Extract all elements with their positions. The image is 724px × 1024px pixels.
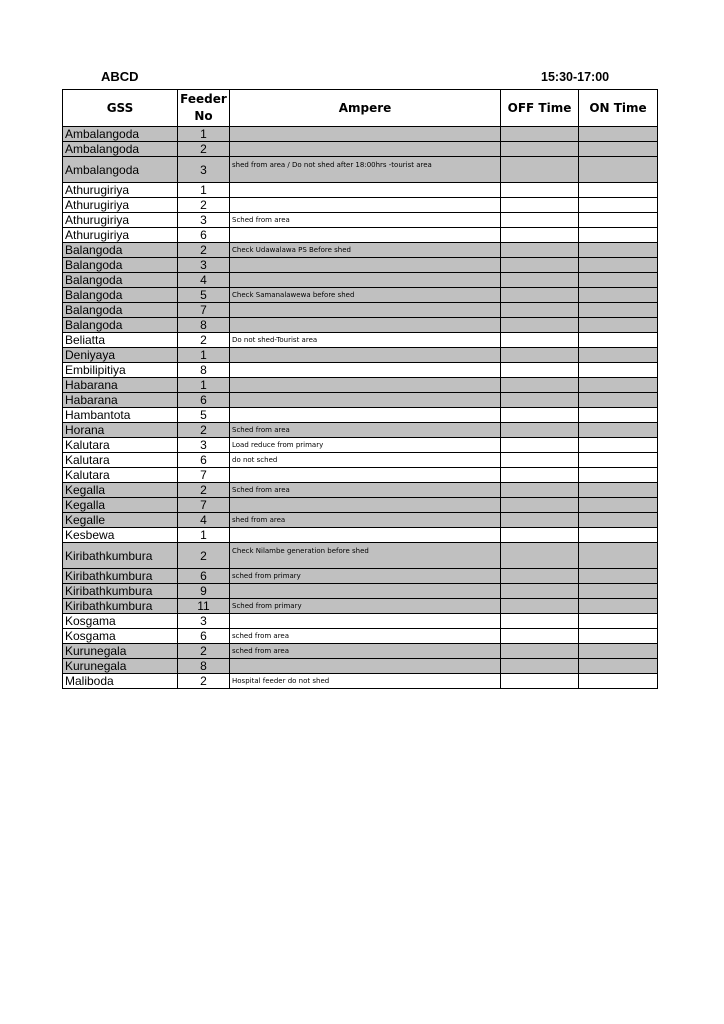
off-time-cell[interactable] — [501, 569, 579, 584]
ampere-cell[interactable]: Sched from primary — [230, 599, 501, 614]
col-gss: GSS — [63, 90, 178, 127]
table-row — [63, 543, 658, 569]
gss-cell: Maliboda — [63, 674, 178, 689]
table-row — [63, 213, 658, 228]
on-time-cell[interactable] — [579, 659, 658, 674]
table-row — [63, 498, 658, 513]
table-row — [63, 569, 658, 584]
gss-cell: Athurugiriya — [63, 183, 178, 198]
ampere-cell[interactable]: Check Nilambe generation before shed — [230, 543, 501, 569]
feeder-cell: 3 — [178, 213, 230, 228]
table-row — [63, 333, 658, 348]
feeder-cell: 2 — [178, 423, 230, 438]
table-row — [63, 142, 658, 157]
feeder-cell: 2 — [178, 644, 230, 659]
gss-cell: Kiribathkumbura — [63, 599, 178, 614]
table-row — [63, 318, 658, 333]
ampere-cell[interactable]: Check Udawalawa PS Before shed — [230, 243, 501, 258]
feeder-cell: 4 — [178, 513, 230, 528]
col-off-time: OFF Time — [501, 90, 579, 127]
off-time-cell[interactable] — [501, 228, 579, 243]
on-time-cell[interactable] — [579, 408, 658, 423]
feeder-cell: 1 — [178, 127, 230, 142]
gss-cell: Kosgama — [63, 614, 178, 629]
ampere-cell[interactable] — [230, 498, 501, 513]
table-row — [63, 273, 658, 288]
feeder-cell: 6 — [178, 393, 230, 408]
on-time-cell[interactable] — [579, 348, 658, 363]
feeder-cell: 8 — [178, 363, 230, 378]
on-time-cell[interactable] — [579, 318, 658, 333]
off-time-cell[interactable] — [501, 333, 579, 348]
feeder-cell: 2 — [178, 142, 230, 157]
table-row — [63, 423, 658, 438]
feeder-cell: 1 — [178, 378, 230, 393]
gss-cell: Kurunegala — [63, 644, 178, 659]
feeder-cell: 3 — [178, 157, 230, 183]
gss-cell: Embilipitiya — [63, 363, 178, 378]
on-time-cell[interactable] — [579, 157, 658, 183]
off-time-cell[interactable] — [501, 243, 579, 258]
table-row — [63, 183, 658, 198]
off-time-cell[interactable] — [501, 363, 579, 378]
col-on-time: ON Time — [579, 90, 658, 127]
feeder-cell: 7 — [178, 468, 230, 483]
table-row — [63, 408, 658, 423]
off-time-cell[interactable] — [501, 513, 579, 528]
feeder-cell: 9 — [178, 584, 230, 599]
feeder-cell: 1 — [178, 183, 230, 198]
gss-cell: Deniyaya — [63, 348, 178, 363]
ampere-cell[interactable] — [230, 378, 501, 393]
ampere-cell[interactable] — [230, 659, 501, 674]
feeder-cell: 8 — [178, 659, 230, 674]
off-time-cell[interactable] — [501, 127, 579, 142]
table-row — [63, 228, 658, 243]
feeder-cell: 11 — [178, 599, 230, 614]
on-time-cell[interactable] — [579, 453, 658, 468]
on-time-cell[interactable] — [579, 423, 658, 438]
off-time-cell[interactable] — [501, 303, 579, 318]
feeder-cell: 2 — [178, 198, 230, 213]
ampere-cell[interactable] — [230, 363, 501, 378]
on-time-cell[interactable] — [579, 288, 658, 303]
feeder-cell: 6 — [178, 228, 230, 243]
table-row — [63, 243, 658, 258]
feeder-cell: 5 — [178, 408, 230, 423]
gss-cell: Habarana — [63, 393, 178, 408]
gss-cell: Ambalangoda — [63, 142, 178, 157]
feeder-cell: 3 — [178, 438, 230, 453]
feeder-cell: 2 — [178, 333, 230, 348]
gss-cell: Athurugiriya — [63, 198, 178, 213]
table-row — [63, 629, 658, 644]
table-row — [63, 528, 658, 543]
feeder-cell: 6 — [178, 629, 230, 644]
off-time-cell[interactable] — [501, 393, 579, 408]
table-row — [63, 438, 658, 453]
ampere-cell[interactable]: Sched from area — [230, 483, 501, 498]
gss-cell: Kegalla — [63, 498, 178, 513]
gss-cell: Balangoda — [63, 303, 178, 318]
table-row — [63, 348, 658, 363]
ampere-cell[interactable] — [230, 614, 501, 629]
on-time-cell[interactable] — [579, 273, 658, 288]
feeder-cell: 6 — [178, 569, 230, 584]
gss-cell: Horana — [63, 423, 178, 438]
table-row — [63, 453, 658, 468]
gss-cell: Balangoda — [63, 243, 178, 258]
gss-cell: Ambalangoda — [63, 157, 178, 183]
off-time-cell[interactable] — [501, 453, 579, 468]
off-time-cell[interactable] — [501, 584, 579, 599]
gss-cell: Kesbewa — [63, 528, 178, 543]
off-time-cell[interactable] — [501, 157, 579, 183]
ampere-cell[interactable]: Check Samanalawewa before shed — [230, 288, 501, 303]
off-time-cell[interactable] — [501, 659, 579, 674]
ampere-cell[interactable]: shed from area — [230, 513, 501, 528]
ampere-cell[interactable] — [230, 408, 501, 423]
on-time-cell[interactable] — [579, 303, 658, 318]
table-row — [63, 659, 658, 674]
on-time-cell[interactable] — [579, 228, 658, 243]
feeder-cell: 5 — [178, 288, 230, 303]
ampere-cell[interactable] — [230, 468, 501, 483]
ampere-cell[interactable] — [230, 273, 501, 288]
ampere-cell[interactable] — [230, 318, 501, 333]
gss-cell: Kiribathkumbura — [63, 584, 178, 599]
feeder-cell: 1 — [178, 528, 230, 543]
table-row — [63, 288, 658, 303]
ampere-cell[interactable] — [230, 127, 501, 142]
sheet-title: ABCD — [101, 69, 139, 84]
table-row — [63, 378, 658, 393]
off-time-cell[interactable] — [501, 468, 579, 483]
table-row — [63, 584, 658, 599]
table-row — [63, 513, 658, 528]
gss-cell: Kiribathkumbura — [63, 543, 178, 569]
off-time-cell[interactable] — [501, 498, 579, 513]
table-row — [63, 644, 658, 659]
off-time-cell[interactable] — [501, 528, 579, 543]
gss-cell: Kurunegala — [63, 659, 178, 674]
off-time-cell[interactable] — [501, 378, 579, 393]
gss-cell: Kiribathkumbura — [63, 569, 178, 584]
gss-cell: Balangoda — [63, 258, 178, 273]
table-row — [63, 483, 658, 498]
on-time-cell[interactable] — [579, 498, 658, 513]
ampere-cell[interactable]: Sched from area — [230, 423, 501, 438]
off-time-cell[interactable] — [501, 408, 579, 423]
off-time-cell[interactable] — [501, 644, 579, 659]
feeder-cell: 2 — [178, 543, 230, 569]
ampere-cell[interactable] — [230, 303, 501, 318]
gss-cell: Athurugiriya — [63, 213, 178, 228]
col-feeder-no: Feeder No — [178, 90, 230, 127]
off-time-cell[interactable] — [501, 599, 579, 614]
table-body — [63, 127, 658, 689]
on-time-cell[interactable] — [579, 127, 658, 142]
ampere-cell[interactable]: sched from area — [230, 629, 501, 644]
ampere-cell[interactable] — [230, 584, 501, 599]
ampere-cell[interactable] — [230, 142, 501, 157]
off-time-cell[interactable] — [501, 258, 579, 273]
gss-cell: Beliatta — [63, 333, 178, 348]
off-time-cell[interactable] — [501, 142, 579, 157]
off-time-cell[interactable] — [501, 614, 579, 629]
gss-cell: Habarana — [63, 378, 178, 393]
feeder-cell: 3 — [178, 258, 230, 273]
off-time-cell[interactable] — [501, 273, 579, 288]
on-time-cell[interactable] — [579, 183, 658, 198]
ampere-cell[interactable] — [230, 393, 501, 408]
ampere-cell[interactable] — [230, 258, 501, 273]
table-row — [63, 198, 658, 213]
ampere-cell[interactable] — [230, 198, 501, 213]
gss-cell: Kalutara — [63, 453, 178, 468]
ampere-cell[interactable] — [230, 348, 501, 363]
gss-cell: Kosgama — [63, 629, 178, 644]
table-row — [63, 127, 658, 142]
on-time-cell[interactable] — [579, 258, 658, 273]
on-time-cell[interactable] — [579, 142, 658, 157]
off-time-cell[interactable] — [501, 348, 579, 363]
off-time-cell[interactable] — [501, 198, 579, 213]
on-time-cell[interactable] — [579, 569, 658, 584]
on-time-cell[interactable] — [579, 543, 658, 569]
ampere-cell[interactable] — [230, 183, 501, 198]
table-row — [63, 468, 658, 483]
on-time-cell[interactable] — [579, 243, 658, 258]
on-time-cell[interactable] — [579, 629, 658, 644]
off-time-cell[interactable] — [501, 543, 579, 569]
ampere-cell[interactable]: Do not shed-Tourist area — [230, 333, 501, 348]
feeder-cell: 1 — [178, 348, 230, 363]
on-time-cell[interactable] — [579, 513, 658, 528]
on-time-cell[interactable] — [579, 333, 658, 348]
off-time-cell[interactable] — [501, 438, 579, 453]
table-row — [63, 393, 658, 408]
gss-cell: Kalutara — [63, 468, 178, 483]
ampere-cell[interactable] — [230, 228, 501, 243]
on-time-cell[interactable] — [579, 468, 658, 483]
table-row — [63, 614, 658, 629]
feeder-schedule-table — [62, 89, 658, 689]
feeder-cell: 4 — [178, 273, 230, 288]
on-time-cell[interactable] — [579, 483, 658, 498]
off-time-cell[interactable] — [501, 318, 579, 333]
gss-cell: Kalutara — [63, 438, 178, 453]
gss-cell: Athurugiriya — [63, 228, 178, 243]
gss-cell: Hambantota — [63, 408, 178, 423]
off-time-cell[interactable] — [501, 674, 579, 689]
table-row — [63, 258, 658, 273]
header-row — [63, 90, 658, 127]
feeder-cell: 2 — [178, 243, 230, 258]
table-row — [63, 599, 658, 614]
on-time-cell[interactable] — [579, 198, 658, 213]
ampere-cell[interactable]: Load reduce from primary — [230, 438, 501, 453]
off-time-cell[interactable] — [501, 213, 579, 228]
on-time-cell[interactable] — [579, 393, 658, 408]
on-time-cell[interactable] — [579, 363, 658, 378]
gss-cell: Kegalle — [63, 513, 178, 528]
ampere-cell[interactable]: shed from area / Do not shed after 18:00hrs -tourist area — [230, 157, 501, 183]
ampere-cell[interactable] — [230, 528, 501, 543]
on-time-cell[interactable] — [579, 674, 658, 689]
gss-cell: Balangoda — [63, 273, 178, 288]
gss-cell: Balangoda — [63, 288, 178, 303]
feeder-cell: 8 — [178, 318, 230, 333]
on-time-cell[interactable] — [579, 378, 658, 393]
on-time-cell[interactable] — [579, 213, 658, 228]
table-row — [63, 303, 658, 318]
table-row — [63, 363, 658, 378]
feeder-cell: 2 — [178, 674, 230, 689]
feeder-cell: 7 — [178, 303, 230, 318]
on-time-cell[interactable] — [579, 614, 658, 629]
ampere-cell[interactable]: sched from primary — [230, 569, 501, 584]
feeder-cell: 7 — [178, 498, 230, 513]
off-time-cell[interactable] — [501, 183, 579, 198]
on-time-cell[interactable] — [579, 528, 658, 543]
off-time-cell[interactable] — [501, 423, 579, 438]
gss-cell: Balangoda — [63, 318, 178, 333]
on-time-cell[interactable] — [579, 644, 658, 659]
table-row — [63, 157, 658, 183]
feeder-cell: 2 — [178, 483, 230, 498]
ampere-cell[interactable]: Hospital feeder do not shed — [230, 674, 501, 689]
col-ampere: Ampere — [230, 90, 501, 127]
off-time-cell[interactable] — [501, 288, 579, 303]
ampere-cell[interactable]: sched from area — [230, 644, 501, 659]
ampere-cell[interactable]: do not sched — [230, 453, 501, 468]
on-time-cell[interactable] — [579, 599, 658, 614]
time-range: 15:30-17:00 — [541, 70, 610, 84]
feeder-cell: 3 — [178, 614, 230, 629]
on-time-cell[interactable] — [579, 584, 658, 599]
gss-cell: Kegalla — [63, 483, 178, 498]
off-time-cell[interactable] — [501, 629, 579, 644]
table-row — [63, 674, 658, 689]
feeder-cell: 6 — [178, 453, 230, 468]
on-time-cell[interactable] — [579, 438, 658, 453]
off-time-cell[interactable] — [501, 483, 579, 498]
ampere-cell[interactable]: Sched from area — [230, 213, 501, 228]
gss-cell: Ambalangoda — [63, 127, 178, 142]
